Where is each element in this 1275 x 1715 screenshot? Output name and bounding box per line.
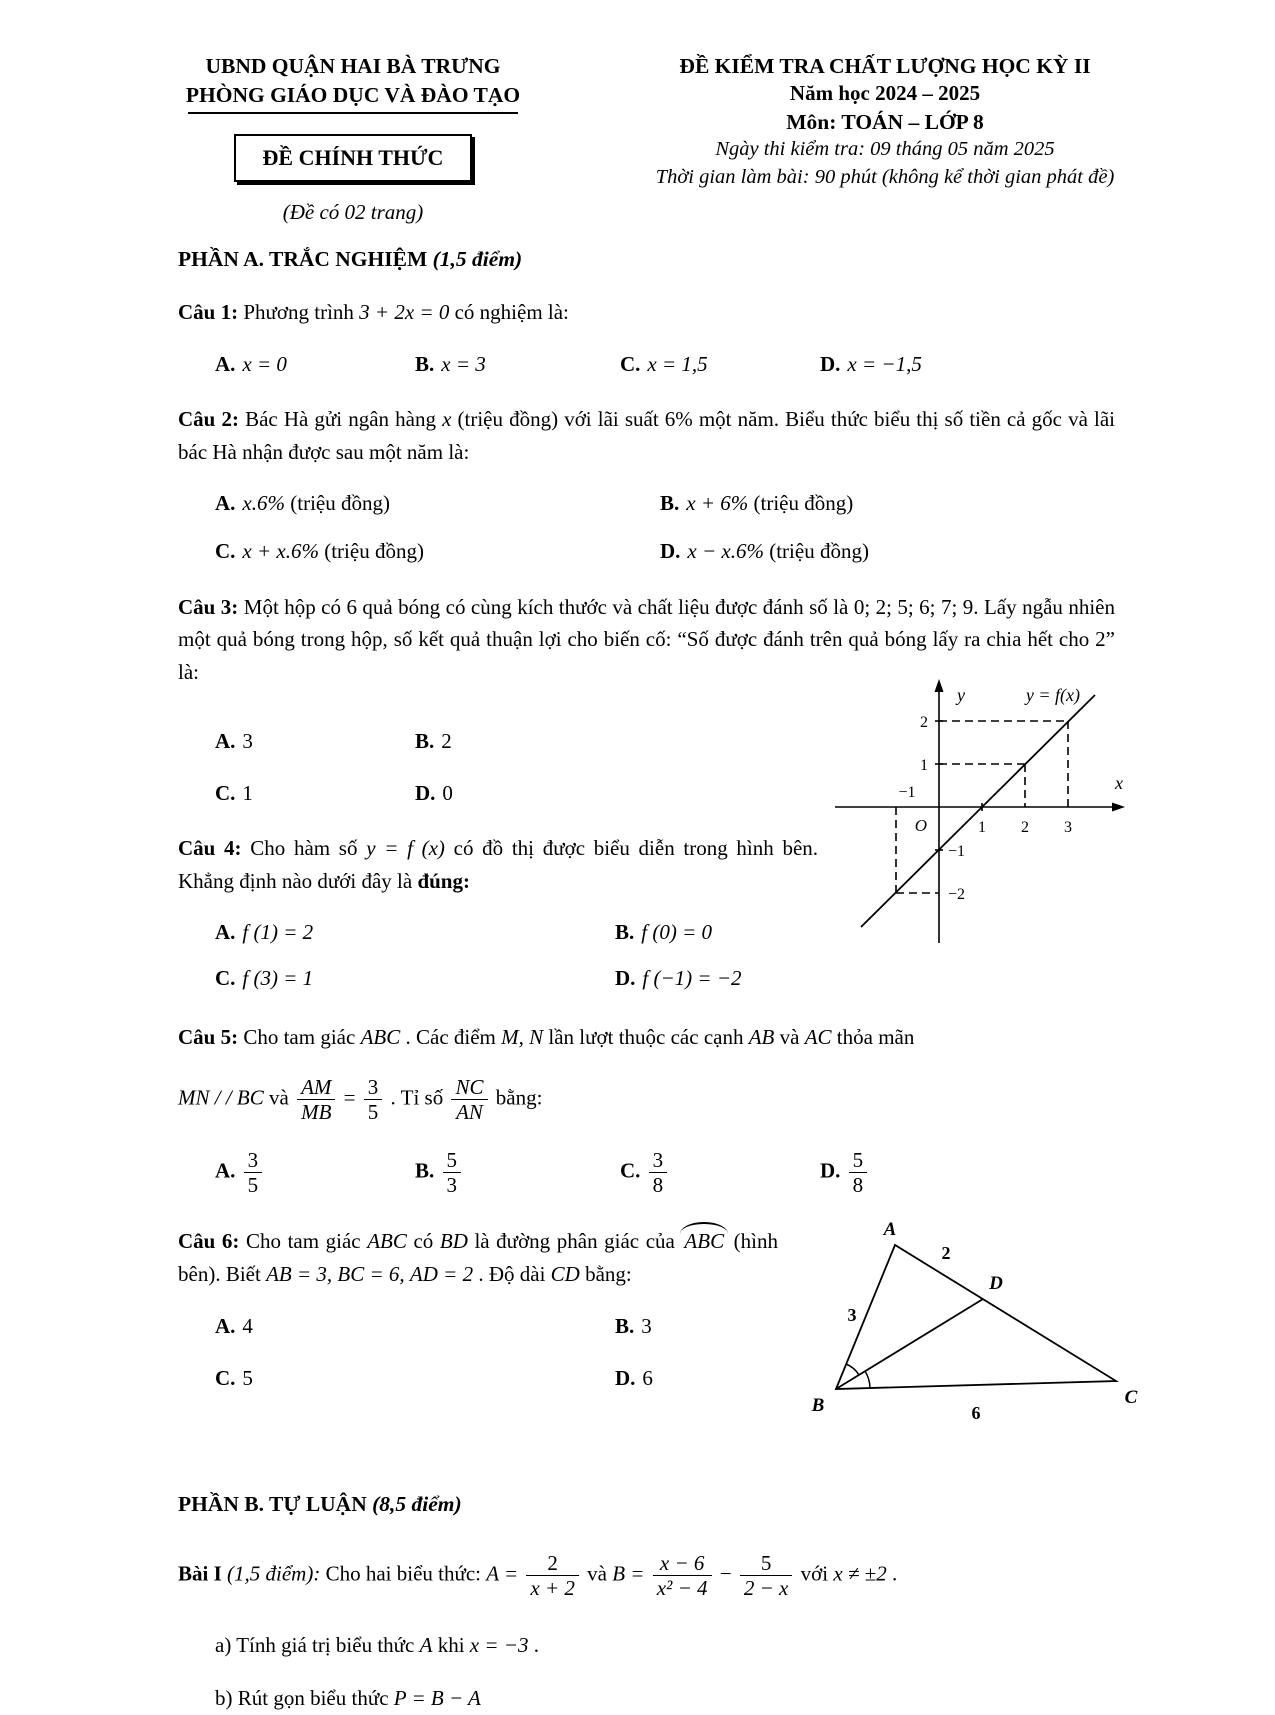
option-2c: [215, 537, 660, 566]
option-2a: [215, 489, 660, 518]
item-a-label: a): [215, 1632, 232, 1657]
option-1d: [820, 350, 1115, 379]
option-5c-letter: C.: [620, 1158, 641, 1183]
ratio-nc-an-den: AN: [456, 1099, 483, 1124]
item-a-value: x = −3: [469, 1632, 529, 1657]
option-3b-letter: B.: [415, 729, 435, 754]
question-4-label: Câu 4:: [178, 836, 242, 861]
question-5-text3: lần lượt thuộc các cạnh: [548, 1025, 744, 1050]
triangle-figure: [778, 1219, 1138, 1458]
option-3d-value: 0: [442, 780, 453, 805]
option-5b: [415, 1148, 620, 1197]
option-4c-math: f (3) = 1: [242, 965, 314, 990]
function-graph-svg: [827, 675, 1137, 947]
question-6-triangle-name: ABC: [367, 1229, 407, 1254]
pages-note: (Đề có 02 trang): [282, 200, 424, 225]
question-5-parallel: MN / / BC: [178, 1085, 264, 1110]
question-1-label: Câu 1:: [178, 300, 239, 325]
option-1c: [620, 350, 820, 379]
question-6-cd: CD: [550, 1261, 580, 1286]
option-5a-fraction: [244, 1148, 263, 1197]
question-5-line2: [178, 1075, 1115, 1124]
option-3a-value: 3: [242, 729, 253, 754]
option-5c-fraction: [649, 1148, 668, 1197]
option-4a-letter: A.: [215, 920, 236, 945]
exam-body: [178, 247, 1138, 1715]
question-6-text6: bằng:: [585, 1261, 632, 1286]
option-5a: [215, 1148, 415, 1197]
problem-1-intro: Cho hai biểu thức:: [325, 1561, 482, 1586]
part-b-points: (8,5 điểm): [372, 1492, 462, 1517]
issuer-block: [178, 52, 528, 225]
ratio-3-5-den: 5: [367, 1099, 379, 1124]
question-2-label: Câu 2:: [178, 406, 239, 431]
option-2d-letter: D.: [660, 539, 681, 564]
option-6d-letter: D.: [615, 1365, 636, 1390]
option-6b: [615, 1312, 778, 1341]
question-5-text7: . Tỉ số: [390, 1085, 444, 1110]
option-5d-num: 5: [849, 1148, 868, 1173]
option-5c: [620, 1148, 820, 1197]
problem-1-period: .: [891, 1561, 898, 1586]
option-4d-math: f (−1) = −2: [642, 965, 742, 990]
ratio-nc-an-num: NC: [451, 1075, 487, 1100]
exam-title: ĐỀ KIỂM TRA CHẤT LƯỢNG HỌC KỲ II: [679, 54, 1091, 78]
option-4b: [615, 918, 818, 947]
question-6-text4: (hình bên). Biết: [178, 1229, 778, 1286]
item-b-text: Rút gọn biểu thức: [237, 1686, 389, 1711]
option-6c: [215, 1364, 615, 1393]
option-5b-fraction: [443, 1148, 462, 1197]
option-5d-letter: D.: [820, 1158, 841, 1183]
question-2: [178, 403, 1115, 468]
problem-1-item-b: [215, 1682, 1115, 1715]
question-5-text8: bằng:: [495, 1085, 543, 1110]
y-tick-m2: −2: [948, 886, 966, 904]
x-tick-m1: −1: [898, 784, 916, 802]
angle-arc-upper: [846, 1364, 859, 1375]
option-5d-den: 8: [852, 1173, 864, 1198]
option-1b-value: x = 3: [441, 351, 486, 376]
curve-label: y = f(x): [1025, 685, 1080, 706]
option-3c-value: 1: [242, 780, 253, 805]
y-axis-arrow: [935, 679, 944, 692]
option-2a-math: x.6%: [242, 491, 285, 516]
question-1-text2: có nghiệm là:: [454, 300, 569, 325]
option-3b: [415, 727, 818, 756]
x-tick-2: 2: [1021, 819, 1029, 837]
vertex-d-label: D: [989, 1273, 1003, 1295]
question-5-text6: và: [269, 1085, 289, 1110]
option-6a-value: 4: [242, 1314, 253, 1339]
y-tick-2: 2: [920, 714, 928, 732]
option-3a: [215, 727, 415, 756]
y-tick-m1: −1: [948, 843, 966, 861]
option-1c-value: x = 1,5: [647, 351, 708, 376]
question-2-options: [215, 489, 1115, 567]
option-1d-value: x = −1,5: [847, 351, 922, 376]
x-axis-arrow: [1112, 803, 1125, 812]
question-6-text3: là đường phân giác của: [474, 1229, 675, 1254]
question-5-side-ab: AB: [748, 1025, 775, 1050]
option-4d-letter: D.: [615, 965, 636, 990]
question-6: [178, 1225, 778, 1290]
question-5-side-ac: AC: [804, 1025, 832, 1050]
part-b-heading: [178, 1492, 1115, 1517]
exam-duration: Thời gian làm bài: 90 phút (không kể thời gian phát đề): [655, 165, 1115, 188]
item-b-expression: P = B − A: [393, 1686, 481, 1711]
y-tick-1: 1: [920, 757, 928, 775]
question-5-equals: =: [343, 1085, 356, 1110]
question-1-options: [215, 350, 1115, 379]
ratio-am-mb-num: AM: [297, 1075, 335, 1100]
question-3-label: Câu 3:: [178, 594, 239, 619]
question-5-text5: thỏa mãn: [836, 1025, 915, 1050]
question-1-text: Phương trình: [243, 300, 354, 325]
option-2d-unit: (triệu đồng): [769, 539, 869, 564]
question-5-points: M, N: [501, 1025, 544, 1050]
expression-a-lhs: A =: [486, 1561, 519, 1586]
option-4d: [615, 964, 818, 993]
option-1a-value: x = 0: [242, 351, 287, 376]
expression-b-fraction2: [740, 1551, 793, 1600]
ratio-3-5: [364, 1075, 383, 1124]
part-b-title: PHẦN B. TỰ LUẬN: [178, 1492, 367, 1517]
question-5-options: [215, 1148, 1115, 1197]
option-6a: [215, 1312, 615, 1341]
option-1a-letter: A.: [215, 351, 236, 376]
ratio-am-mb: [297, 1075, 335, 1124]
page-header: [178, 52, 1165, 225]
q6-column: [178, 1225, 778, 1393]
side-bc-label: 6: [971, 1403, 981, 1424]
expression-b-fraction1: [653, 1551, 712, 1600]
option-6c-letter: C.: [215, 1365, 236, 1390]
item-a-variable: A: [419, 1632, 433, 1657]
subject-line: Môn: TOÁN – LỚP 8: [786, 110, 984, 135]
dashed-guide-y1-x2: [939, 764, 1025, 807]
question-6-ab: AB = 3,: [266, 1261, 333, 1286]
question-4-options: [215, 918, 818, 993]
option-2c-unit: (triệu đồng): [324, 539, 424, 564]
option-6c-value: 5: [242, 1365, 253, 1390]
issuer-line1: UBND QUẬN HAI BÀ TRƯNG: [205, 54, 501, 78]
question-6-ad: AD = 2: [409, 1261, 474, 1286]
option-1d-letter: D.: [820, 351, 841, 376]
part-a-title: PHẦN A. TRẮC NGHIỆM: [178, 247, 428, 272]
option-4a: [215, 918, 615, 947]
bisector-bd: [836, 1299, 983, 1389]
expression-b-frac2-num: 5: [740, 1551, 793, 1576]
option-5a-num: 3: [244, 1148, 263, 1173]
origin-label: O: [914, 816, 927, 836]
triangle-svg: [798, 1217, 1143, 1452]
item-a-period: .: [533, 1632, 539, 1657]
question-6-bisector: BD: [439, 1229, 468, 1254]
option-2c-letter: C.: [215, 539, 236, 564]
expression-b-frac1-den: x² − 4: [656, 1576, 708, 1601]
option-5c-den: 8: [652, 1173, 664, 1198]
official-exam-box: ĐỀ CHÍNH THỨC: [234, 134, 473, 182]
option-2c-math: x + x.6%: [242, 539, 319, 564]
option-5d-fraction: [849, 1148, 868, 1197]
option-5b-letter: B.: [415, 1158, 435, 1183]
option-2b: [660, 489, 1115, 518]
problem-1-points: (1,5 điểm):: [227, 1561, 321, 1586]
ratio-nc-an: [451, 1075, 487, 1124]
option-1b: [415, 350, 620, 379]
exam-title-block: [605, 52, 1165, 225]
question-1: [178, 296, 1115, 329]
option-2d: [660, 537, 1115, 566]
side-ab-label: 3: [847, 1305, 857, 1326]
option-6a-letter: A.: [215, 1314, 236, 1339]
issuer-line2: PHÒNG GIÁO DỤC VÀ ĐÀO TẠO: [185, 83, 521, 108]
ratio-3-5-num: 3: [364, 1075, 383, 1100]
vertex-c-label: C: [1124, 1387, 1138, 1409]
q3-q4-with-figure: [178, 685, 1123, 993]
side-ad-label: 2: [941, 1243, 951, 1264]
option-3c: [215, 779, 415, 808]
item-b-label: b): [215, 1686, 233, 1711]
expression-b-frac1-num: x − 6: [653, 1551, 712, 1576]
question-6-angle-abc: ABC: [681, 1229, 727, 1253]
option-4b-math: f (0) = 0: [641, 920, 713, 945]
expression-a-den: x + 2: [530, 1576, 575, 1601]
expression-b-minus: −: [719, 1561, 732, 1586]
option-2a-unit: (triệu đồng): [290, 491, 390, 516]
question-3-options: [215, 727, 818, 808]
option-2b-letter: B.: [660, 491, 680, 516]
question-5-text4: và: [779, 1025, 800, 1050]
question-6-text5: . Độ dài: [478, 1261, 546, 1286]
option-4b-letter: B.: [615, 920, 635, 945]
expression-b-lhs: B =: [612, 1561, 645, 1586]
problem-1-condition: x ≠ ±2: [833, 1561, 887, 1586]
exam-date: Ngày thi kiểm tra: 09 tháng 05 năm 2025: [715, 138, 1055, 161]
question-5-label: Câu 5:: [178, 1025, 239, 1050]
option-6d: [615, 1364, 778, 1393]
option-3d: [415, 779, 818, 808]
option-6b-letter: B.: [615, 1314, 635, 1339]
question-4-emphasis: đúng:: [417, 868, 470, 893]
option-5b-num: 5: [443, 1148, 462, 1173]
option-5d: [820, 1148, 1115, 1197]
option-2b-math: x + 6%: [686, 491, 749, 516]
question-4-text: Cho hàm số: [250, 836, 358, 861]
expression-a-num: 2: [526, 1551, 579, 1576]
problem-1-with: với: [800, 1561, 829, 1586]
question-1-equation: 3 + 2x = 0: [359, 300, 450, 325]
question-5: [178, 1021, 1115, 1054]
option-6d-value: 6: [642, 1365, 653, 1390]
ratio-am-mb-den: MB: [301, 1099, 332, 1124]
option-5b-den: 3: [446, 1173, 458, 1198]
part-a-heading: [178, 247, 1115, 272]
part-a-points: (1,5 điểm): [432, 247, 523, 272]
option-2a-letter: A.: [215, 491, 236, 516]
question-6-text: Cho tam giác: [246, 1229, 361, 1254]
option-5a-letter: A.: [215, 1158, 236, 1183]
item-a-text2: khi: [437, 1632, 465, 1657]
x-tick-3: 3: [1064, 819, 1072, 837]
option-1b-letter: B.: [415, 351, 435, 376]
question-5-triangle-name: ABC: [360, 1025, 401, 1050]
problem-1-item-a: [215, 1629, 1115, 1662]
angle-arc-lower: [865, 1371, 870, 1388]
q6-with-figure: [178, 1219, 1138, 1458]
question-6-options: [215, 1312, 778, 1393]
option-4a-math: f (1) = 2: [242, 920, 314, 945]
question-2-variable: x: [442, 406, 452, 431]
function-graph-figure: [818, 685, 1123, 953]
y-axis-label: y: [957, 685, 965, 706]
question-5-text2: . Các điểm: [405, 1025, 496, 1050]
question-6-label: Câu 6:: [178, 1229, 240, 1254]
q3-q4-column: [178, 709, 818, 993]
question-4: [178, 832, 818, 897]
vertex-b-label: B: [811, 1395, 825, 1417]
triangle-abc: [836, 1245, 1116, 1389]
problem-1: [178, 1551, 1115, 1600]
option-5c-num: 3: [649, 1148, 668, 1173]
question-2-text2: (triệu đồng) với lãi suất 6% một năm. Biểu thức biểu thị số tiền cả gốc và lãi bác Hà nhận được sau một năm là:: [178, 406, 1116, 464]
question-5-text: Cho tam giác: [243, 1025, 356, 1050]
problem-1-label: Bài I: [178, 1561, 222, 1586]
question-4-text2: có đồ thị được biểu diễn trong hình bên. Khẳng định nào dưới đây là: [178, 836, 819, 893]
question-2-text: Bác Hà gửi ngân hàng: [245, 406, 436, 431]
option-3a-letter: A.: [215, 729, 236, 754]
option-3c-letter: C.: [215, 780, 236, 805]
item-a-text: Tính giá trị biểu thức: [236, 1632, 415, 1657]
question-6-text2: có: [413, 1229, 434, 1254]
problem-1-and: và: [587, 1561, 607, 1586]
option-2d-math: x − x.6%: [687, 539, 764, 564]
option-4c: [215, 964, 615, 993]
option-3d-letter: D.: [415, 780, 436, 805]
option-5a-den: 5: [247, 1173, 259, 1198]
option-3b-value: 2: [441, 729, 452, 754]
school-year: Năm học 2024 – 2025: [789, 81, 981, 106]
expression-a-fraction: [526, 1551, 579, 1600]
option-4c-letter: C.: [215, 965, 236, 990]
question-6-bc: BC = 6,: [337, 1261, 405, 1286]
x-tick-1: 1: [978, 819, 986, 837]
vertex-a-label: A: [883, 1219, 897, 1241]
x-axis-label: x: [1115, 773, 1123, 794]
option-2b-unit: (triệu đồng): [753, 491, 854, 516]
question-3: [178, 591, 1115, 689]
question-4-function: y = f (x): [366, 836, 445, 861]
option-1c-letter: C.: [620, 351, 641, 376]
option-1a: [215, 350, 415, 379]
option-6b-value: 3: [641, 1314, 652, 1339]
expression-b-frac2-den: 2 − x: [743, 1576, 789, 1601]
question-3-text: Một hộp có 6 quả bóng có cùng kích thước và chất liệu được đánh số là 0; 2; 5; 6; 7; 9. Lấy ngẫu nhiên một quả bóng trong hộp, số kết quả thuận lợi cho biến cố: “Số được đánh trên quả bóng lấy ra chia hết cho 2” là:: [178, 594, 1115, 684]
